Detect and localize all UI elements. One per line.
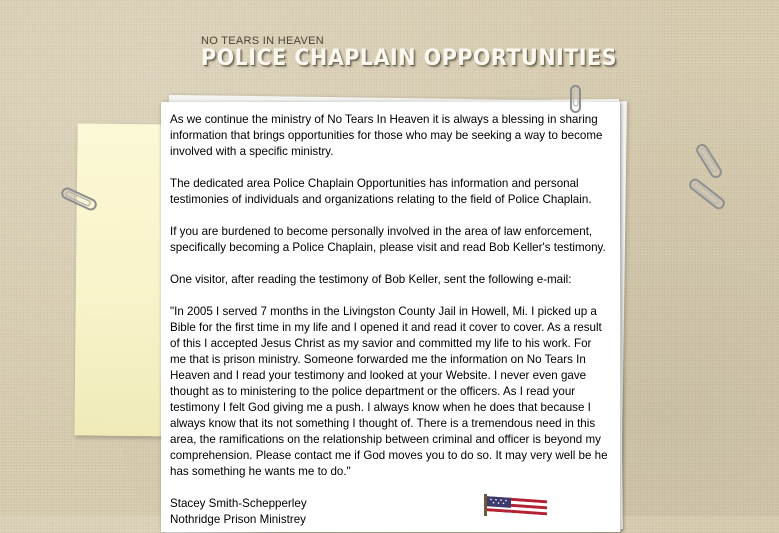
signature-name: Stacey Smith-Schepperley [170, 497, 307, 510]
page-title: POLICE CHAPLAIN OPPORTUNITIES [201, 46, 617, 71]
site-kicker: NO TEARS IN HEAVEN [201, 35, 324, 47]
paragraph: One visitor, after reading the testimony of Bob Keller, sent the following e-mail: [170, 273, 572, 286]
quoted-email: "In 2005 I served 7 months in the Livingston County Jail in Howell, Mi. I picked up a Bible for the first time in my life and I opened it and read it cover to cover. As a result of this I accepted Jesus Christ as my savior and committed my life to his work. For me that is prison ministry. Someone forwarded me the information on No Tears In Heaven and I read your testimony and looked at your Website. I never even gave thought as to ministering to the police department or the officers. As I read your testimony I felt God giving me a push. I always know when he does that because I always know that its not something I thought of. There is a tremendous need in this area, the ramifications on the relationship between criminal and officer is beyond my comprehension. Please contact me if God moves you to do so. It may very well be he has something he wants me to do." [170, 305, 608, 478]
article-body [170, 112, 610, 528]
paragraph: As we continue the ministry of No Tears In Heaven it is always a blessing in sharing information that brings opportunities for those who may be seeking a way to become involved with a specific ministry. [170, 113, 603, 158]
paragraph: If you are burdened to become personally involved in the area of law enforcement, specifically becoming a Police Chaplain, please visit and read Bob Keller's testimony. [170, 225, 606, 254]
american-flag-icon [484, 494, 550, 516]
paperclip-icon [684, 174, 730, 214]
paperclip-icon [568, 84, 584, 114]
signature-org: Nothridge Prison Ministrey [170, 513, 306, 526]
paperclip-icon [58, 186, 100, 212]
paragraph: The dedicated area Police Chaplain Opportunities has information and personal testimonies of individuals and organizations relating to the field of Police Chaplain. [170, 177, 592, 206]
